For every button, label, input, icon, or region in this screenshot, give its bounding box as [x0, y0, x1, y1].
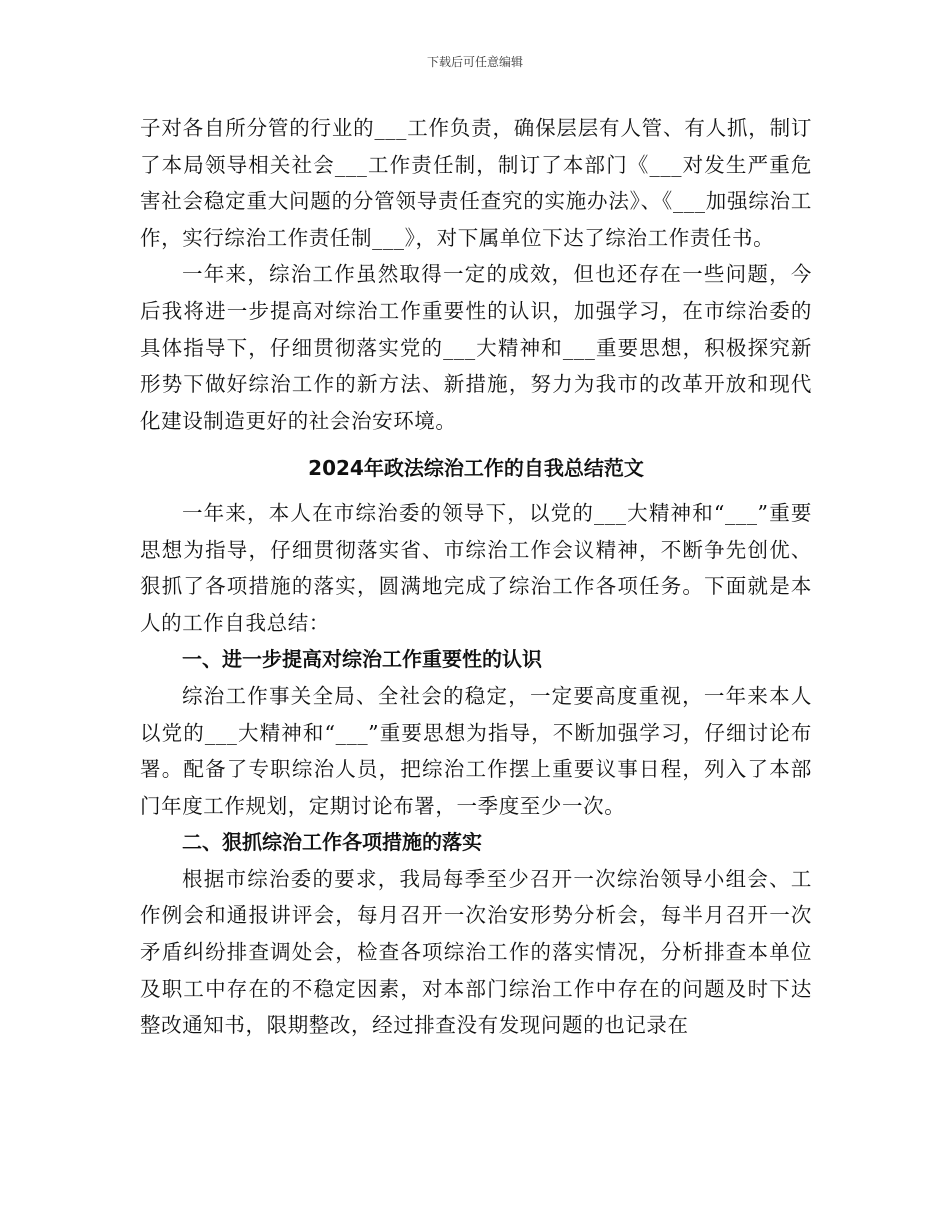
document-title: 2024年政法综治工作的自我总结范文	[308, 456, 644, 481]
section-heading-1: 一、进一步提高对综治工作重要性的认识	[182, 647, 542, 672]
paragraph-1: 子对各自所分管的行业的___工作负责，确保层层有人管、有人抓，制订了本局领导相关社会___工作责任制，制订了本部门《___对发生严重危害社会稳定重大问题的分管领导责任查究的实施办法》、《___加强综治工作，实行综治工作责任制___》，对下属单位下达了综治工作责任书。	[140, 116, 812, 250]
document-body	[140, 110, 812, 1044]
paragraph-5: 根据市综治委的要求，我局每季至少召开一次综治领导小组会、工作例会和通报讲评会，每月召开一次治安形势分析会，每半月召开一次矛盾纠纷排查调处会，检查各项综治工作的落实情况，分析排查本单位及职工中存在的不稳定因素，对本部门综治工作中存在的问题及时下达整改通知书，限期整改，经过排查没有发现问题的也记录在	[140, 866, 812, 1038]
page-header: 下载后可任意编辑	[426, 55, 523, 69]
section-heading-2: 二、狠抓综治工作各项措施的落实	[182, 830, 482, 855]
paragraph-2: 一年来，综治工作虽然取得一定的成效，但也还存在一些问题，今后我将进一步提高对综治工作重要性的认识，加强学习，在市综治委的具体指导下，仔细贯彻落实党的___大精神和___重要思想，积极探究新形势下做好综治工作的新方法、新措施，努力为我市的改革开放和现代化建设制造更好的社会治安环境。	[140, 262, 812, 433]
paragraph-4: 综治工作事关全局、全社会的稳定，一定要高度重视，一年来本人以党的___大精神和“___”重要思想为指导，不断加强学习，仔细讨论布署。配备了专职综治人员，把综治工作摆上重要议事日程，列入了本部门年度工作规划，定期讨论布署，一季度至少一次。	[140, 683, 812, 818]
paragraph-3: 一年来，本人在市综治委的领导下，以党的___大精神和“___”重要思想为指导，仔细贯彻落实省、市综治工作会议精神，不断争先创优、狠抓了各项措施的落实，圆满地完成了综治工作各项任务。下面就是本人的工作自我总结：	[140, 500, 812, 635]
